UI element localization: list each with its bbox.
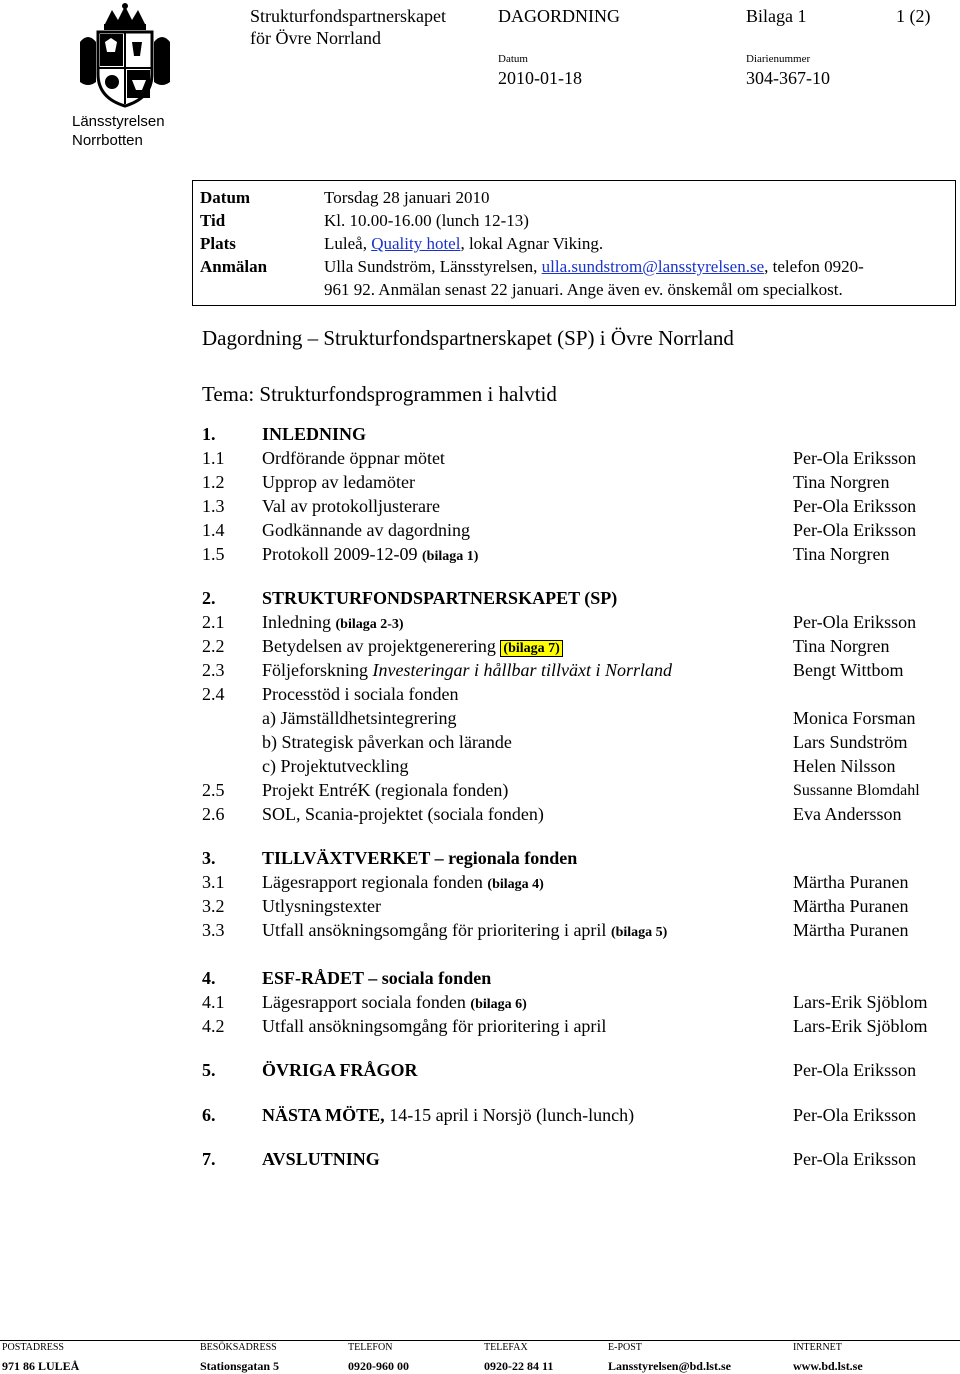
anmalan-line2: 961 92. Anmälan senast 22 januari. Ange även ev. önskemål om specialkost. — [324, 280, 843, 299]
item-text: Val av protokolljusterare — [262, 496, 440, 516]
footer-value: www.bd.lst.se — [793, 1359, 863, 1373]
section-num: 5. — [202, 1060, 216, 1080]
agenda-item — [202, 612, 960, 636]
footer-email — [608, 1342, 731, 1374]
item-presenter: Märtha Puranen — [793, 920, 909, 940]
item-num: 2.3 — [202, 660, 225, 680]
section-title: AVSLUTNING — [262, 1149, 380, 1169]
item-num: 2.5 — [202, 780, 225, 800]
item-text — [262, 872, 544, 893]
section-title: ESF-RÅDET – sociala fonden — [262, 968, 492, 988]
item-num: 1.1 — [202, 448, 225, 468]
plats-pre: Luleå, — [324, 234, 372, 253]
item-text — [262, 544, 478, 565]
plats-post: , lokal Agnar Viking. — [460, 234, 604, 253]
project-title-italic: Investeringar i hållbar tillväxt i Norrland — [372, 660, 672, 680]
agenda-item — [202, 1016, 960, 1040]
item-num: 2.1 — [202, 612, 225, 632]
item-presenter: Bengt Wittbom — [793, 660, 904, 680]
agenda-subitem — [202, 756, 960, 780]
agenda-theme: Tema: Strukturfondsprogrammen i halvtid — [202, 382, 557, 406]
section-title: ÖVRIGA FRÅGOR — [262, 1060, 418, 1080]
item-text — [262, 992, 527, 1013]
item-presenter: Lars Sundström — [793, 732, 908, 752]
item-presenter: Monica Forsman — [793, 708, 916, 728]
item-text: b) Strategisk påverkan och lärande — [262, 732, 512, 752]
attachment-ref: (bilaga 6) — [470, 997, 527, 1012]
section-5 — [202, 1060, 960, 1084]
item-num: 4.1 — [202, 992, 225, 1012]
footer-label: INTERNET — [793, 1342, 842, 1353]
agenda-item — [202, 920, 960, 944]
footer-postal — [2, 1342, 79, 1374]
item-text: Projekt EntréK (regionala fonden) — [262, 780, 509, 800]
anmalan-pre: Ulla Sundström, Länsstyrelsen, — [324, 257, 542, 276]
agenda-title: Dagordning – Strukturfondspartnerskapet (SP) i Övre Norrland — [202, 326, 734, 350]
item-num: 1.2 — [202, 472, 225, 492]
tid-value: Kl. 10.00-16.00 (lunch 12-13) — [324, 211, 529, 230]
item-presenter: Lars-Erik Sjöblom — [793, 1016, 928, 1036]
dnr-label: Diarienummer — [746, 53, 811, 65]
anmalan-label: Anmälan — [200, 257, 268, 276]
date-value: 2010-01-18 — [498, 68, 582, 88]
attachment-ref: (bilaga 4) — [487, 877, 544, 892]
section-title — [262, 1105, 634, 1126]
agenda-item — [202, 496, 960, 520]
item-num: 1.5 — [202, 544, 225, 564]
org-name — [250, 5, 446, 49]
item-presenter: Per-Ola Eriksson — [793, 520, 917, 540]
section-num: 2. — [202, 588, 216, 608]
agenda-item — [202, 804, 960, 828]
item-num: 3.1 — [202, 872, 225, 892]
item-presenter: Eva Andersson — [793, 804, 902, 824]
attachment-label: Bilaga 1 — [746, 6, 807, 26]
org-line2: för Övre Norrland — [250, 28, 381, 48]
email-link[interactable]: ulla.sundstrom@lansstyrelsen.se — [541, 257, 765, 276]
footer-label: POSTADRESS — [2, 1342, 64, 1353]
item-text: Upprop av ledamöter — [262, 472, 415, 492]
item-presenter: Märtha Puranen — [793, 896, 909, 916]
agenda-item — [202, 992, 960, 1016]
item-num: 2.6 — [202, 804, 225, 824]
item-presenter: Per-Ola Eriksson — [793, 1149, 917, 1169]
agenda-item — [202, 448, 960, 472]
item-text: Processtöd i sociala fonden — [262, 684, 459, 704]
plats-label: Plats — [200, 234, 236, 253]
item-num: 1.4 — [202, 520, 225, 540]
attachment-ref: (bilaga 5) — [610, 925, 668, 940]
item-text-main: Inledning — [262, 612, 336, 632]
item-presenter: Per-Ola Eriksson — [793, 496, 917, 516]
section-3 — [202, 848, 960, 872]
agenda-item — [202, 780, 960, 804]
footer-label: TELEFAX — [484, 1342, 528, 1353]
section-num: 4. — [202, 968, 216, 988]
agenda-item — [202, 472, 960, 496]
item-text — [262, 636, 563, 657]
section-num: 1. — [202, 424, 216, 444]
item-presenter: Per-Ola Eriksson — [793, 1060, 917, 1080]
footer-divider — [0, 1340, 960, 1341]
item-presenter: Per-Ola Eriksson — [793, 448, 917, 468]
section-title: TILLVÄXTVERKET – regionala fonden — [262, 848, 578, 868]
item-text — [262, 660, 672, 681]
item-num: 2.2 — [202, 636, 225, 656]
logo-line1: Länsstyrelsen — [72, 113, 165, 130]
datum-value: Torsdag 28 januari 2010 — [324, 188, 490, 207]
item-num: 3.2 — [202, 896, 225, 916]
item-text: Utlysningstexter — [262, 896, 381, 916]
section-6 — [202, 1105, 960, 1129]
item-text-main: Lägesrapport regionala fonden — [262, 872, 488, 892]
item-presenter: Helen Nilsson — [793, 756, 896, 776]
section-7 — [202, 1149, 960, 1173]
footer-visit — [200, 1342, 279, 1374]
item-presenter: Tina Norgren — [793, 544, 890, 564]
section-4 — [202, 968, 960, 992]
tid-label: Tid — [200, 211, 226, 230]
agenda-item — [202, 660, 960, 684]
agenda-subitem — [202, 732, 960, 756]
agenda-item — [202, 684, 960, 708]
item-presenter: Tina Norgren — [793, 636, 890, 656]
item-text — [262, 920, 667, 941]
item-presenter: Sussanne Blomdahl — [793, 782, 920, 799]
footer-phone — [348, 1342, 409, 1374]
agenda-item — [202, 636, 960, 660]
agenda-subitem — [202, 708, 960, 732]
footer-label: TELEFON — [348, 1342, 393, 1353]
item-text: a) Jämställdhetsintegrering — [262, 708, 457, 728]
item-num: 3.3 — [202, 920, 225, 940]
agenda-item — [202, 896, 960, 920]
attachment-ref: (bilaga 1) — [422, 549, 479, 564]
attachment-ref-highlighted: (bilaga 7) — [500, 640, 562, 657]
date-label: Datum — [498, 53, 528, 65]
section-num: 6. — [202, 1105, 216, 1125]
hotel-link[interactable]: Quality hotel — [371, 234, 461, 253]
item-text-main: Följeforskning — [262, 660, 373, 680]
org-line1: Strukturfondspartnerskapet — [250, 6, 446, 26]
footer-value: Lansstyrelsen@bd.lst.se — [608, 1359, 731, 1373]
section-title-rest: 14-15 april i Norsjö (lunch-lunch) — [384, 1105, 635, 1125]
section-title-bold: NÄSTA MÖTE, — [262, 1105, 385, 1125]
item-text-main: Utfall ansökningsomgång för prioritering i april — [262, 920, 611, 940]
plats-value — [324, 234, 603, 254]
footer-label: E-POST — [608, 1342, 642, 1353]
doc-type: DAGORDNING — [498, 6, 620, 26]
anmalan-post: , telefon 0920- — [764, 257, 864, 276]
item-text: Godkännande av dagordning — [262, 520, 470, 540]
datum-label: Datum — [200, 188, 251, 207]
item-text-main: Lägesrapport sociala fonden — [262, 992, 471, 1012]
logo-line2: Norrbotten — [72, 132, 143, 149]
item-text-main: Betydelsen av projektgenerering — [262, 636, 501, 656]
footer-value: Stationsgatan 5 — [200, 1359, 280, 1373]
section-title: STRUKTURFONDSPARTNERSKAPET (SP) — [262, 588, 618, 608]
logo-caption — [72, 112, 165, 150]
section-num: 3. — [202, 848, 216, 868]
item-text: c) Projektutveckling — [262, 756, 409, 776]
item-text-main: Protokoll 2009-12-09 — [262, 544, 422, 564]
footer-fax — [484, 1342, 553, 1374]
attachment-ref: (bilaga 2-3) — [335, 617, 404, 632]
item-text: SOL, Scania-projektet (sociala fonden) — [262, 804, 544, 824]
item-presenter: Märtha Puranen — [793, 872, 909, 892]
dnr-value: 304-367-10 — [746, 68, 830, 88]
footer-value: 971 86 LULEÅ — [2, 1359, 80, 1373]
agenda-item — [202, 520, 960, 544]
item-presenter: Per-Ola Eriksson — [793, 612, 917, 632]
item-num: 4.2 — [202, 1016, 225, 1036]
footer-value: 0920-960 00 — [348, 1359, 409, 1373]
item-text: Ordförande öppnar mötet — [262, 448, 445, 468]
item-text — [262, 612, 404, 633]
section-title: INLEDNING — [262, 424, 367, 444]
item-presenter: Per-Ola Eriksson — [793, 1105, 917, 1125]
item-presenter: Lars-Erik Sjöblom — [793, 992, 928, 1012]
item-presenter: Tina Norgren — [793, 472, 890, 492]
footer-label: BESÖKSADRESS — [200, 1342, 277, 1353]
agenda-item — [202, 872, 960, 896]
footer-value: 0920-22 84 11 — [484, 1359, 554, 1373]
anmalan-value — [324, 257, 864, 277]
section-num: 7. — [202, 1149, 216, 1169]
section-1 — [202, 424, 960, 448]
section-2 — [202, 588, 960, 612]
item-text: Utfall ansökningsomgång för prioritering i april — [262, 1016, 607, 1036]
agenda-item — [202, 544, 960, 568]
item-num: 1.3 — [202, 496, 225, 516]
page-number: 1 (2) — [896, 6, 931, 26]
item-num: 2.4 — [202, 684, 225, 704]
footer-web — [793, 1342, 863, 1374]
